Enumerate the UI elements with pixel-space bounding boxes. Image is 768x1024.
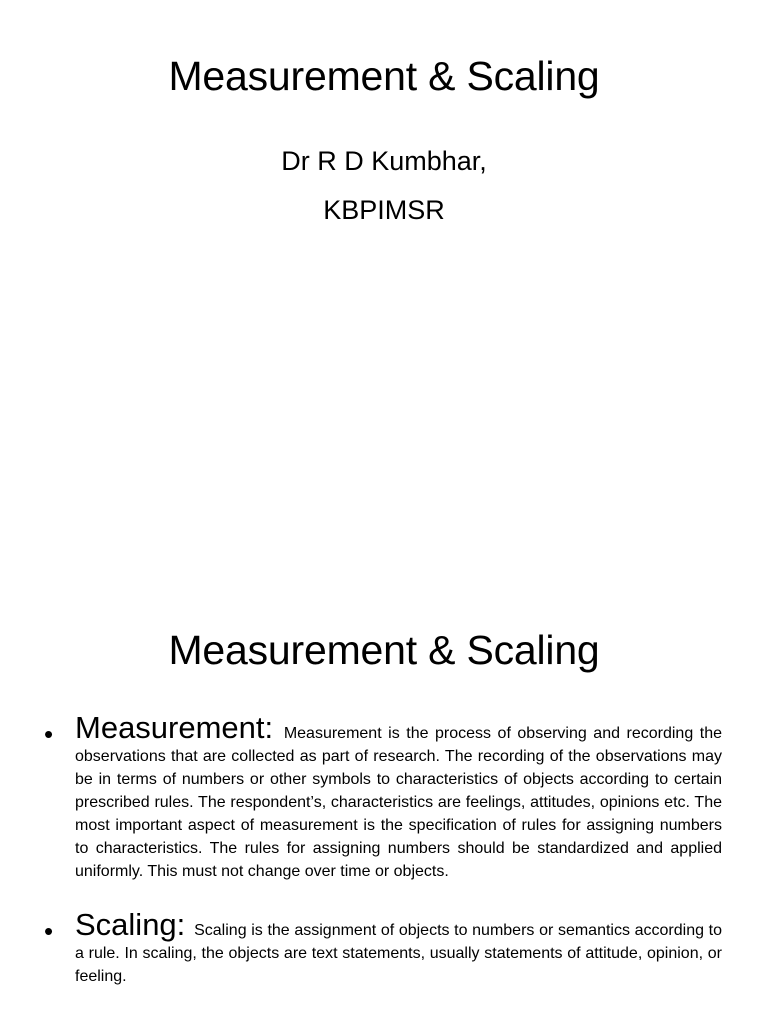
bullet-text: Scaling is the assignment of objects to numbers or semantics according to a rule. In scaling, the objects are text statements, usually statements of attitude, opinion, or feeling. [75,922,722,985]
bullet-list [44,710,722,1018]
bullet-item-scaling [44,907,722,988]
bullet-text: Measurement is the process of observing and recording the observations that are collected as part of research. The recording of the observations may be in terms of numbers or other symbols to characteristics of objects according to certain prescribed rules. The respondent’s, characteristics are feelings, attitudes, opinions etc. The most important aspect of measurement is the specification of rules for assigning numbers to characteristics. The rules for assigning numbers should be standardized and applied uniformly. This must not change over time or objects. [75,725,722,880]
content-slide [0,576,768,1024]
institute-name: KBPIMSR [323,195,445,225]
author-name: Dr R D Kumbhar, [281,146,487,176]
bullet-term: Measurement: [75,710,284,745]
bullet-icon: • [44,719,54,749]
bullet-term: Scaling: [75,907,195,942]
bullet-icon: • [44,916,54,946]
bullet-item-measurement [44,710,722,883]
slide-title: Measurement & Scaling [168,627,600,673]
slide-title: Measurement & Scaling [168,53,600,99]
